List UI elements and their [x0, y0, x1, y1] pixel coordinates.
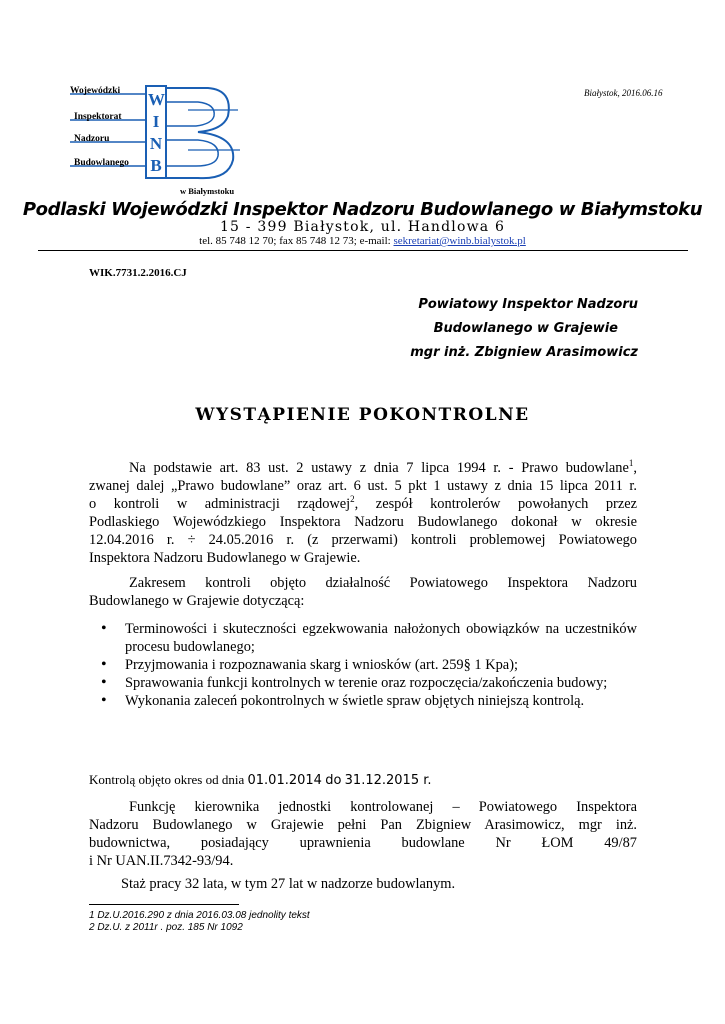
para3-line-2: Nadzoru Budowlanego w Grajewie pełni Pan Zbigniew Arasimowicz, mgr inż.	[89, 817, 637, 833]
logo-subtitle: w Białymstoku	[180, 186, 235, 196]
logo-line-4: Budowlanego	[74, 158, 129, 168]
document-date: Białystok, 2016.06.16	[584, 88, 663, 98]
header-divider	[38, 250, 688, 251]
para1-line-1: Na podstawie art. 83 ust. 2 ustawy z dnia 7 lipca 1994 r. - Prawo budowlane$^1$,	[129, 458, 637, 476]
recipient-line-1: Powiatowy Inspektor Nadzoru	[418, 297, 638, 312]
reference-number: WIK.7731.2.2016.CJ	[89, 267, 187, 279]
list-item: • Wykonania zaleceń pokontrolnych w świetle spraw objętych niniejszą kontrolą.	[101, 692, 637, 710]
footnote-2: 2 Dz.U. z 2011r . poz. 185 Nr 1092	[89, 922, 243, 933]
footnote-ref-1: 1	[628, 458, 634, 469]
para3-line-4: i Nr UAN.II.7342-93/94.	[89, 853, 234, 869]
period-to: 31.12.2015 r.	[344, 773, 432, 788]
institution-address: 15 - 399 Białystok, ul. Handlowa 6	[219, 219, 506, 235]
para1-line-4: Podlaskiego Wojewódzkiego Inspektora Nadzoru Budowlanego dokonał w okresie	[89, 514, 637, 530]
contact-phone-fax: tel. 85 748 12 70; fax 85 748 12 73; e-mail:	[199, 235, 391, 247]
email-link[interactable]: sekretariat@winb.bialystok.pl	[393, 235, 526, 247]
recipient-line-3: mgr inż. Zbigniew Arasimowicz	[410, 345, 638, 360]
para2-line-2: Budowlanego w Grajewie dotyczącą:	[89, 593, 305, 609]
footnote-1: 1 Dz.U.2016.290 z dnia 2016.03.08 jednolity tekst	[89, 910, 310, 921]
para2-line-1: Zakresem kontroli objęto działalność Powiatowego Inspektora Nadzoru	[129, 575, 637, 591]
logo-line-1: Wojewódzki	[70, 86, 121, 96]
para1-line-5: 12.04.2016 r. ÷ 24.05.2016 r. (z przerwami) kontroli problemowej Powiatowego	[89, 532, 637, 548]
logo-letter-w: W	[148, 90, 165, 109]
logo-line-3: Nadzoru	[74, 134, 110, 144]
control-scope-list	[101, 620, 637, 710]
para1-line-6: Inspektora Nadzoru Budowlanego w Grajewie.	[89, 550, 361, 566]
logo-letter-i: I	[152, 112, 160, 131]
logo-letter-b: B	[150, 156, 162, 175]
para4: Staż pracy 32 lata, w tym 27 lat w nadzorze budowlanym.	[121, 876, 456, 892]
period-from: 01.01.2014	[247, 773, 322, 788]
para1-line-2: zwanej dalej „Prawo budowlane” oraz art. 6 ust. 5 pkt 1 ustawy z dnia 15 lipca 2011 r.	[89, 478, 637, 494]
footnote-ref-2: 2	[350, 494, 355, 505]
para1-line-3: o kontroli w administracji rządowej$^2$, zespół kontrolerów powołanych przez	[89, 494, 637, 512]
recipient-line-2: Budowlanego w Grajewie	[433, 321, 618, 336]
logo-line-2: Inspektorat	[74, 112, 122, 122]
list-item: • Sprawowania funkcji kontrolnych w terenie oraz rozpoczęcia/zakończenia budowy;	[101, 674, 637, 692]
list-item: • Przyjmowania i rozpoznawania skarg i wniosków (art. 259§ 1 Kpa);	[101, 656, 637, 674]
footnote-divider	[89, 904, 239, 905]
institution-contact	[0, 235, 725, 247]
institution-title: Podlaski Wojewódzki Inspektor Nadzoru Budowlanego w Białymstoku	[22, 199, 703, 220]
list-item: • Terminowości i skuteczności egzekwowania nałożonych obowiązków na uczestników procesu budowlanego;	[101, 620, 637, 656]
document-title: WYSTĄPIENIE POKONTROLNE	[195, 405, 530, 425]
para3-line-1: Funkcję kierownika jednostki kontrolowanej – Powiatowego Inspektora	[129, 799, 637, 815]
para3-line-3: budownictwa, posiadający uprawnienia budowlane Nr ŁOM 49/87	[89, 835, 637, 851]
control-period: Kontrolą objęto okres od dnia 01.01.2014 do 31.12.2015 r.	[89, 772, 432, 788]
logo-letter-n: N	[149, 134, 163, 153]
winb-logo	[68, 80, 248, 200]
